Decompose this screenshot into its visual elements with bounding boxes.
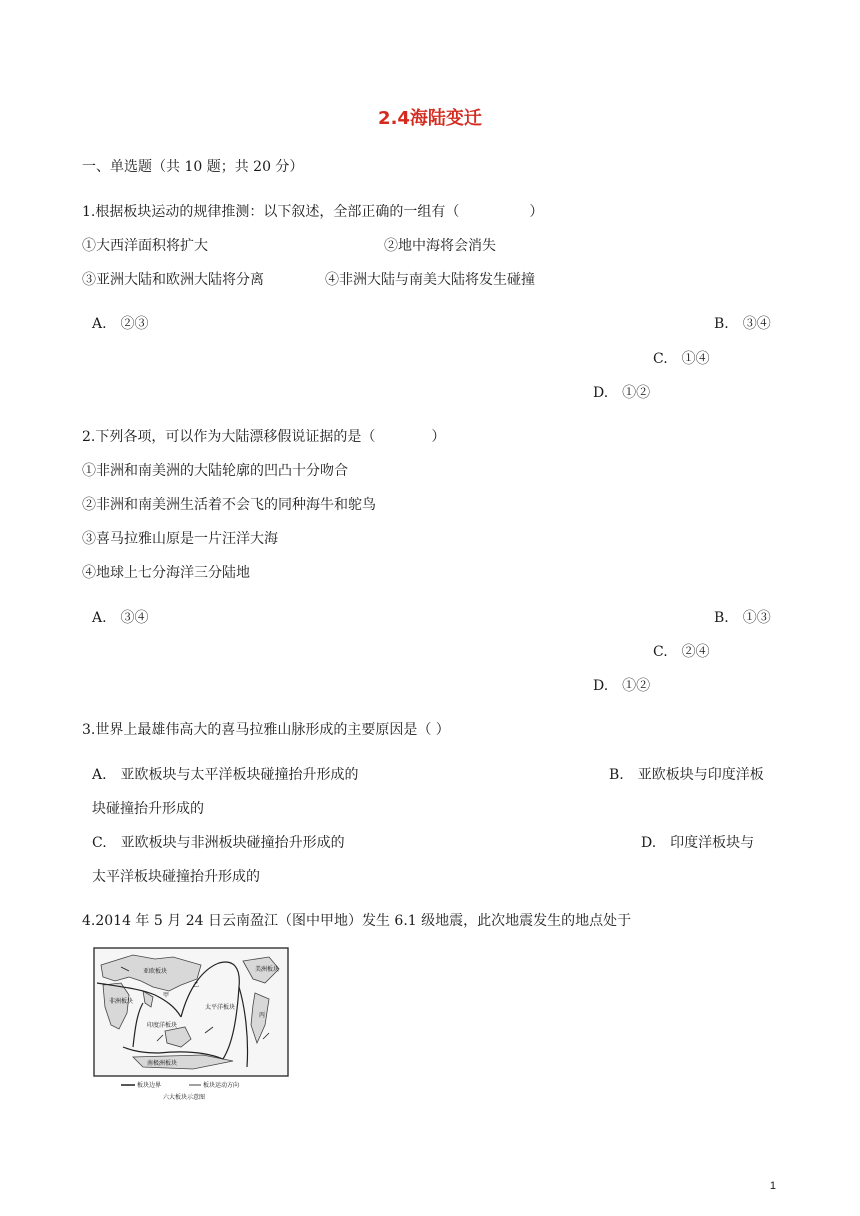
map-legend bbox=[121, 1081, 239, 1101]
question-1-item-1: ①大西洋面积将扩大 bbox=[82, 238, 208, 254]
question-2-item-1: ①非洲和南美洲的大陆轮廓的凹凸十分吻合 bbox=[82, 463, 348, 479]
label-yi: 乙 bbox=[193, 982, 200, 989]
map-caption: 六大板块示意图 bbox=[163, 1094, 206, 1101]
label-eurasia: 亚欧板块 bbox=[143, 968, 168, 975]
question-1-option-c[interactable]: C. ①④ bbox=[653, 351, 710, 367]
question-1-option-d[interactable]: D. ①② bbox=[593, 385, 651, 401]
question-2-stem: 2.下列各项，可以作为大陆漂移假说证据的是（ ） bbox=[82, 429, 446, 445]
label-bing: 丙 bbox=[259, 1012, 266, 1019]
question-3-option-b-continued[interactable]: 块碰撞抬升形成的 bbox=[92, 801, 204, 817]
question-1-stem: 1.根据板块运动的规律推测：以下叙述，全部正确的一组有（ ） bbox=[82, 204, 544, 220]
question-2-item-2: ②非洲和南美洲生活着不会飞的同种海牛和鸵鸟 bbox=[82, 497, 376, 513]
question-2-item-4: ④地球上七分海洋三分陆地 bbox=[82, 565, 250, 581]
page-title: 2.4海陆变迁 bbox=[378, 108, 482, 129]
question-2-option-a[interactable]: A. ③④ bbox=[92, 610, 149, 626]
question-1-option-b[interactable]: B. ③④ bbox=[714, 316, 771, 332]
question-2-option-b[interactable]: B. ①③ bbox=[714, 610, 771, 626]
question-3-option-d-continued[interactable]: 太平洋板块碰撞抬升形成的 bbox=[92, 869, 260, 885]
question-1-item-3: ③亚洲大陆和欧洲大陆将分离 bbox=[82, 272, 264, 288]
question-2-option-d[interactable]: D. ①② bbox=[593, 678, 651, 694]
label-antarctic: 南极洲板块 bbox=[147, 1060, 178, 1067]
legend-direction: 板块运动方向 bbox=[203, 1082, 240, 1089]
question-3-option-c[interactable]: C. 亚欧板块与非洲板块碰撞抬升形成的 bbox=[92, 835, 345, 851]
label-america: 美洲板块 bbox=[255, 966, 280, 973]
question-1-item-4: ④非洲大陆与南美大陆将发生碰撞 bbox=[325, 272, 535, 288]
question-3-option-d[interactable]: D. 印度洋板块与 bbox=[641, 835, 755, 851]
legend-boundary: 板块边界 bbox=[137, 1082, 162, 1089]
label-jia: 甲 bbox=[163, 992, 170, 999]
label-pacific: 太平洋板块 bbox=[205, 1004, 236, 1011]
section-heading: 一、单选题（共 10 题；共 20 分） bbox=[82, 159, 304, 175]
plate-map-figure bbox=[93, 947, 289, 1105]
question-3-option-a[interactable]: A. 亚欧板块与太平洋板块碰撞抬升形成的 bbox=[92, 767, 359, 783]
question-3-option-b[interactable]: B. 亚欧板块与印度洋板 bbox=[609, 767, 764, 783]
question-2-item-3: ③喜马拉雅山原是一片汪洋大海 bbox=[82, 531, 278, 547]
question-2-option-c[interactable]: C. ②④ bbox=[653, 644, 710, 660]
question-3-stem: 3.世界上最雄伟高大的喜马拉雅山脉形成的主要原因是（ ） bbox=[82, 722, 450, 738]
question-4-stem: 4.2014 年 5 月 24 日云南盈江（图中甲地）发生 6.1 级地震，此次地震发生的地点处于 bbox=[82, 913, 632, 929]
question-1-item-2: ②地中海将会消失 bbox=[384, 238, 496, 254]
label-indian: 印度洋板块 bbox=[147, 1022, 178, 1029]
label-africa: 非洲板块 bbox=[109, 998, 134, 1005]
page-number: 1 bbox=[769, 1180, 776, 1192]
plate-map-svg bbox=[93, 947, 289, 1105]
question-1-option-a[interactable]: A. ②③ bbox=[92, 316, 149, 332]
